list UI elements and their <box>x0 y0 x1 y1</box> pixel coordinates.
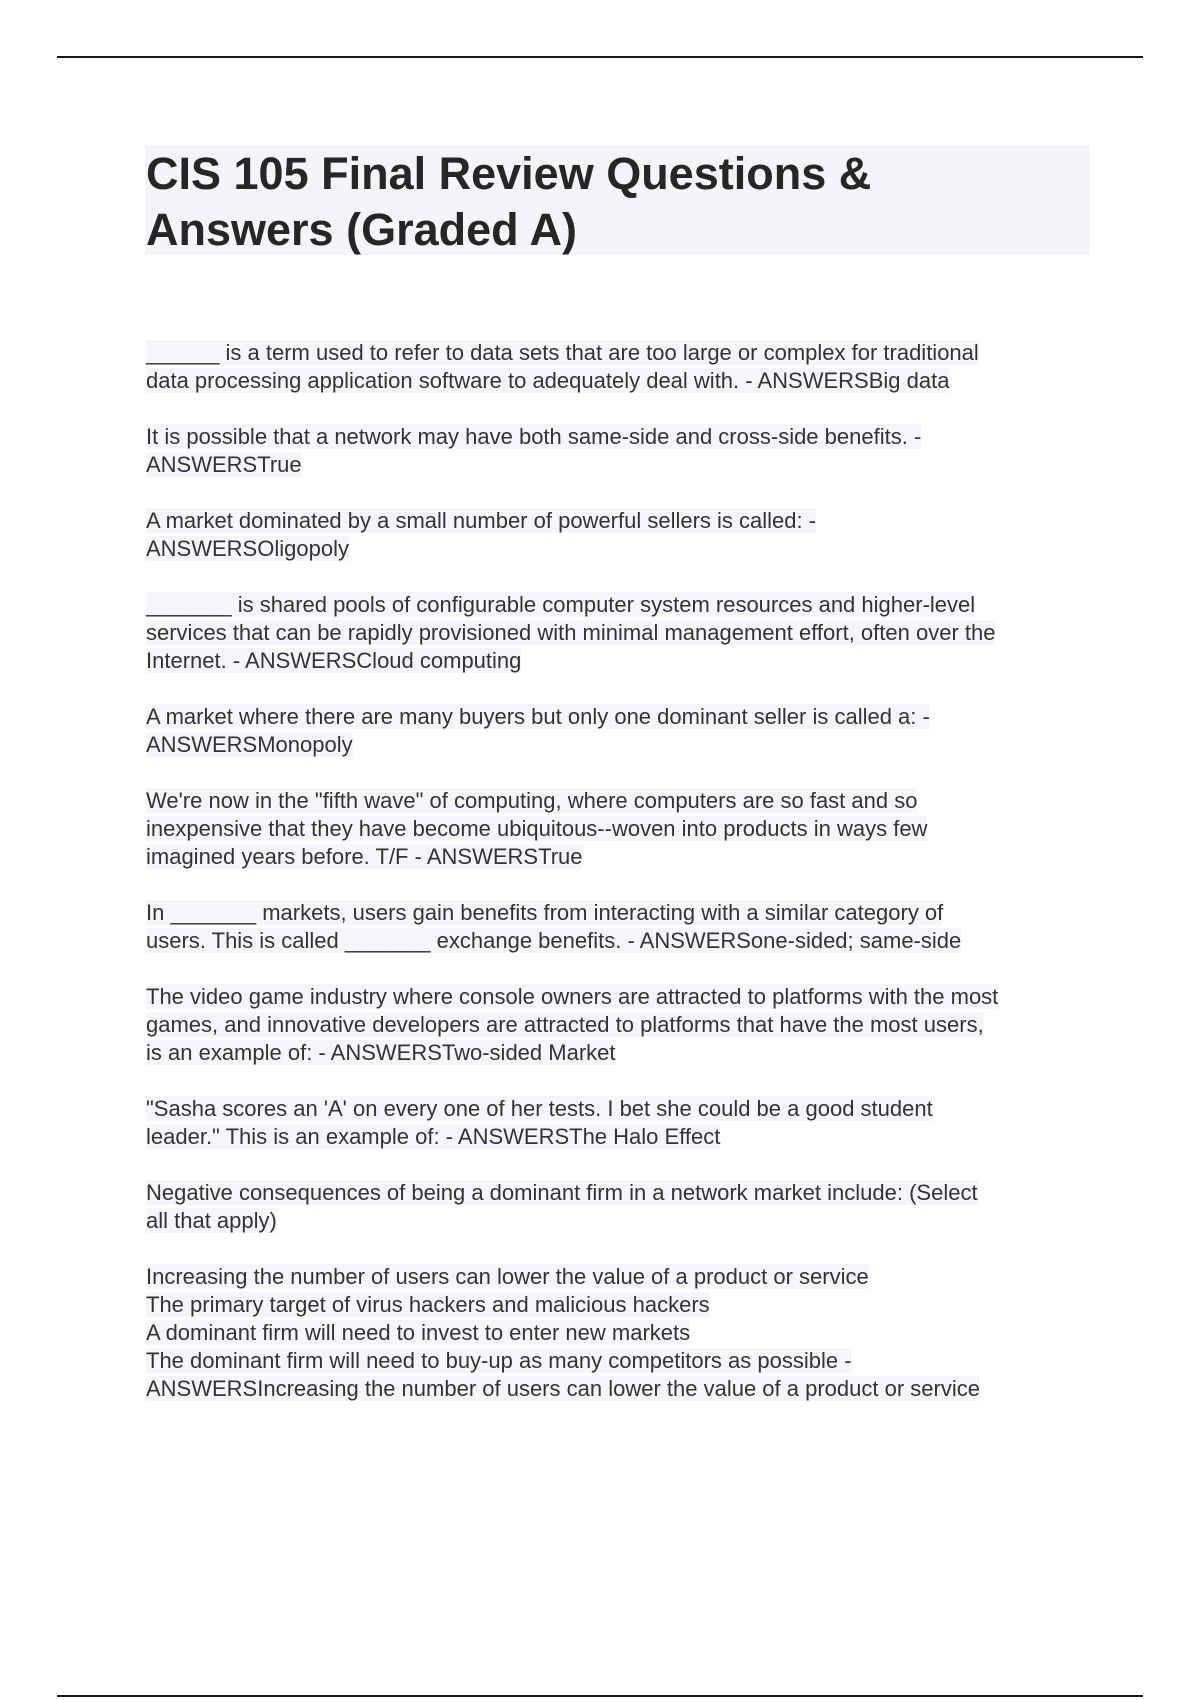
qa-text-line: The video game industry where console owners are attracted to platforms with the most <box>146 984 999 1009</box>
option-line: The primary target of virus hackers and malicious hackers <box>146 1292 710 1317</box>
qa-text-line: Negative consequences of being a dominant firm in a network market include: (Select <box>146 1180 978 1205</box>
qa-item-answer-options <box>146 1263 1096 1403</box>
qa-text-line: In _______ markets, users gain benefits from interacting with a similar category of <box>146 900 944 925</box>
qa-text-line: A market dominated by a small number of powerful sellers is called: - <box>146 508 817 533</box>
answer-line: ANSWERSIncreasing the number of users can lower the value of a product or service <box>146 1376 980 1401</box>
qa-item-cloud-computing <box>146 591 1096 675</box>
qa-text-line: We're now in the "fifth wave" of computing, where computers are so fast and so <box>146 788 918 813</box>
qa-text-line: ANSWERSMonopoly <box>146 732 353 757</box>
option-line: Increasing the number of users can lower the value of a product or service <box>146 1264 869 1289</box>
qa-text-line: Internet. - ANSWERSCloud computing <box>146 648 522 673</box>
qa-text-line: is an example of: - ANSWERSTwo-sided Market <box>146 1040 616 1065</box>
top-rule <box>57 56 1143 58</box>
qa-text-line: imagined years before. T/F - ANSWERSTrue <box>146 844 583 869</box>
qa-item-two-sided-market <box>146 983 1096 1067</box>
document-title <box>146 146 1086 258</box>
bottom-rule <box>57 1695 1143 1697</box>
qa-item-halo-effect <box>146 1095 1096 1151</box>
qa-text-line: services that can be rapidly provisioned with minimal management effort, often over the <box>146 620 996 645</box>
title-line: CIS 105 Final Review Questions & <box>146 148 872 199</box>
qa-text-line: ANSWERSOligopoly <box>146 536 349 561</box>
qa-text-line: "Sasha scores an 'A' on every one of her tests. I bet she could be a good student <box>146 1096 933 1121</box>
qa-text-line: users. This is called _______ exchange benefits. - ANSWERSone-sided; same-side <box>146 928 962 953</box>
qa-item-oligopoly <box>146 507 1096 563</box>
option-line: A dominant firm will need to invest to enter new markets <box>146 1320 691 1345</box>
qa-text-line: inexpensive that they have become ubiquitous--woven into products in ways few <box>146 816 928 841</box>
qa-text-line: ANSWERSTrue <box>146 452 302 477</box>
qa-text-line: leader." This is an example of: - ANSWERSThe Halo Effect <box>146 1124 721 1149</box>
qa-text-line: A market where there are many buyers but only one dominant seller is called a: - <box>146 704 930 729</box>
qa-text-line: data processing application software to adequately deal with. - ANSWERSBig data <box>146 368 950 393</box>
qa-text-line: all that apply) <box>146 1208 277 1233</box>
option-line: The dominant firm will need to buy-up as many competitors as possible - <box>146 1348 852 1373</box>
qa-item-fifth-wave <box>146 787 1096 871</box>
qa-text-line: It is possible that a network may have both same-side and cross-side benefits. - <box>146 424 922 449</box>
qa-text-line: games, and innovative developers are attracted to platforms that have the most users, <box>146 1012 984 1037</box>
qa-text-line: ______ is a term used to refer to data sets that are too large or complex for traditional <box>146 340 979 365</box>
qa-text-line: _______ is shared pools of configurable computer system resources and higher-level <box>146 592 976 617</box>
qa-item-big-data <box>146 339 1096 395</box>
qa-item-network-benefits <box>146 423 1096 479</box>
qa-list <box>146 339 1096 1403</box>
title-line: Answers (Graded A) <box>146 204 577 255</box>
qa-item-negative-consequences <box>146 1179 1096 1235</box>
qa-item-monopoly <box>146 703 1096 759</box>
qa-item-one-sided-markets <box>146 899 1096 955</box>
